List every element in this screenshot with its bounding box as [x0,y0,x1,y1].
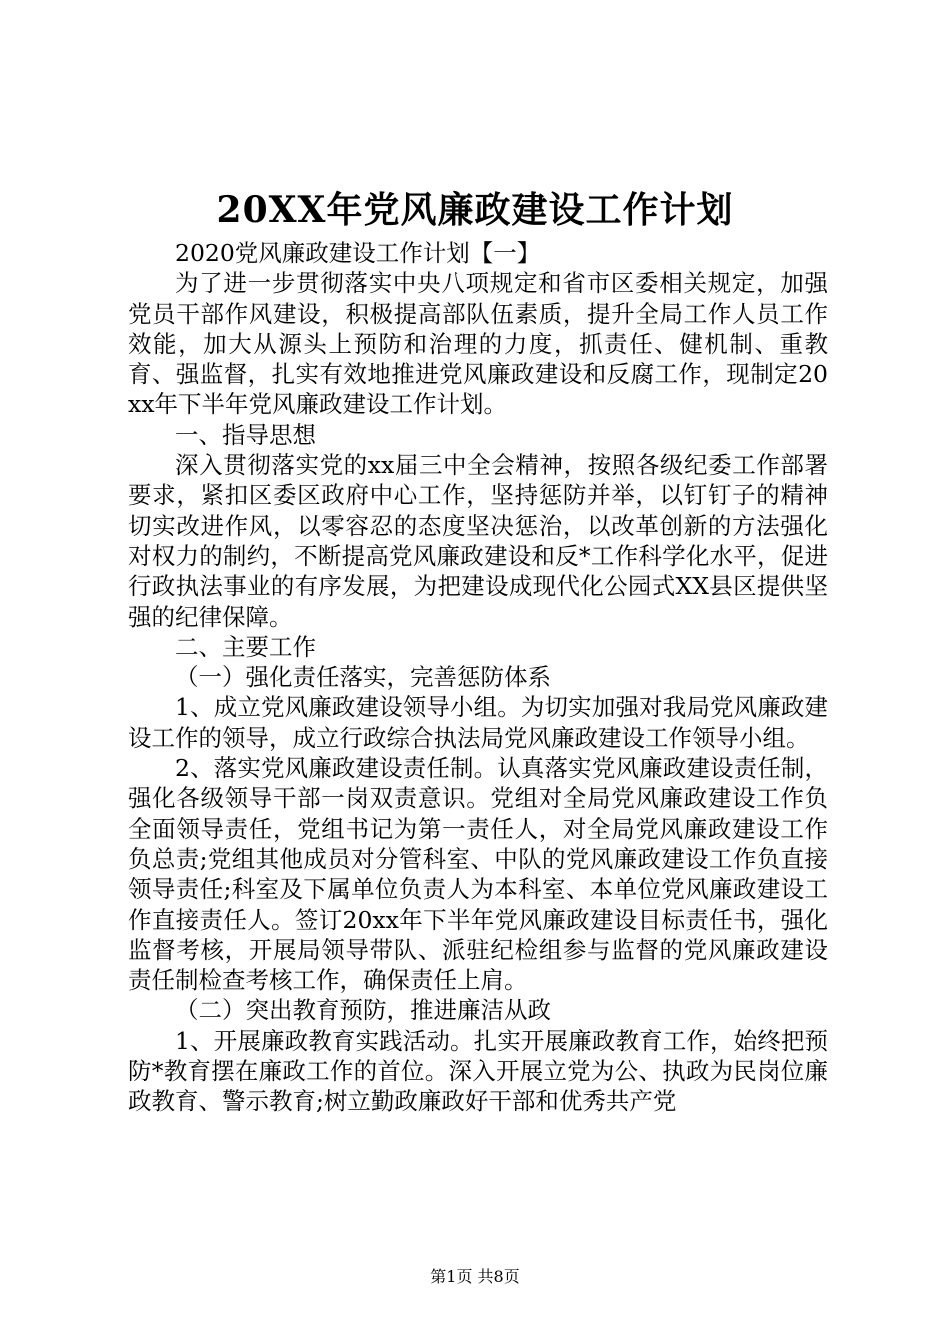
paragraph-education-activities: 1、开展廉政教育实践活动。扎实开展廉政教育工作，始终把预防*教育摆在廉政工作的首位。深入开展立党为公、执政为民岗位廉政教育、警示教育;树立勤政廉政好干部和优秀共产党 [128,1026,828,1116]
document-body [128,238,828,1117]
section-subtitle: 2020党风廉政建设工作计划【一】 [175,239,541,267]
subheading-responsibility: （一）强化责任落实，完善惩防体系 [175,663,551,692]
paragraph-intro: 为了进一步贯彻落实中央八项规定和省市区委相关规定，加强党员干部作风建设，积极提高部队伍素质，提升全局工作人员工作效能，加大从源头上预防和治理的力度，抓责任、健机制、重教育、强监督，扎实有效地推进党风廉政建设和反腐工作，现制定20xx年下半年党风廉政建设工作计划。 [128,269,828,419]
heading-main-work: 二、主要工作 [175,632,316,661]
page-footer: 第1页 共8页 [430,1267,520,1286]
subheading-education: （二）突出教育预防，推进廉洁从政 [175,996,551,1025]
document-title: 20XX年党风廉政建设工作计划 [216,189,734,231]
paragraph-leadership-group: 1、成立党风廉政建设领导小组。为切实加强对我局党风廉政建设工作的领导，成立行政综合执法局党风廉政建设工作领导小组。 [128,693,828,752]
heading-guiding-ideology: 一、指导思想 [175,420,316,449]
paragraph-guiding-ideology: 深入贯彻落实党的xx届三中全会精神，按照各级纪委工作部署要求，紧扣区委区政府中心工作，坚持惩防并举，以钉钉子的精神切实改进作风，以零容忍的态度坚决惩治，以改革创新的方法强化对权力的制约，不断提高党风廉政建设和反*工作科学化水平，促进行政执法事业的有序发展，为把建设成现代化公园式XX县区提供坚强的纪律保障。 [128,451,828,631]
paragraph-responsibility-system: 2、落实党风廉政建设责任制。认真落实党风廉政建设责任制，强化各级领导干部一岗双责意识。党组对全局党风廉政建设工作负全面领导责任，党组书记为第一责任人，对全局党风廉政建设工作负总责;党组其他成员对分管科室、中队的党风廉政建设工作负直接领导责任;科室及下属单位负责人为本科室、本单位党风廉政建设工作直接责任人。签订20xx年下半年党风廉政建设目标责任书，强化监督考核，开展局领导带队、派驻纪检组参与监督的党风廉政建设责任制检查考核工作，确保责任上肩。 [128,754,828,995]
